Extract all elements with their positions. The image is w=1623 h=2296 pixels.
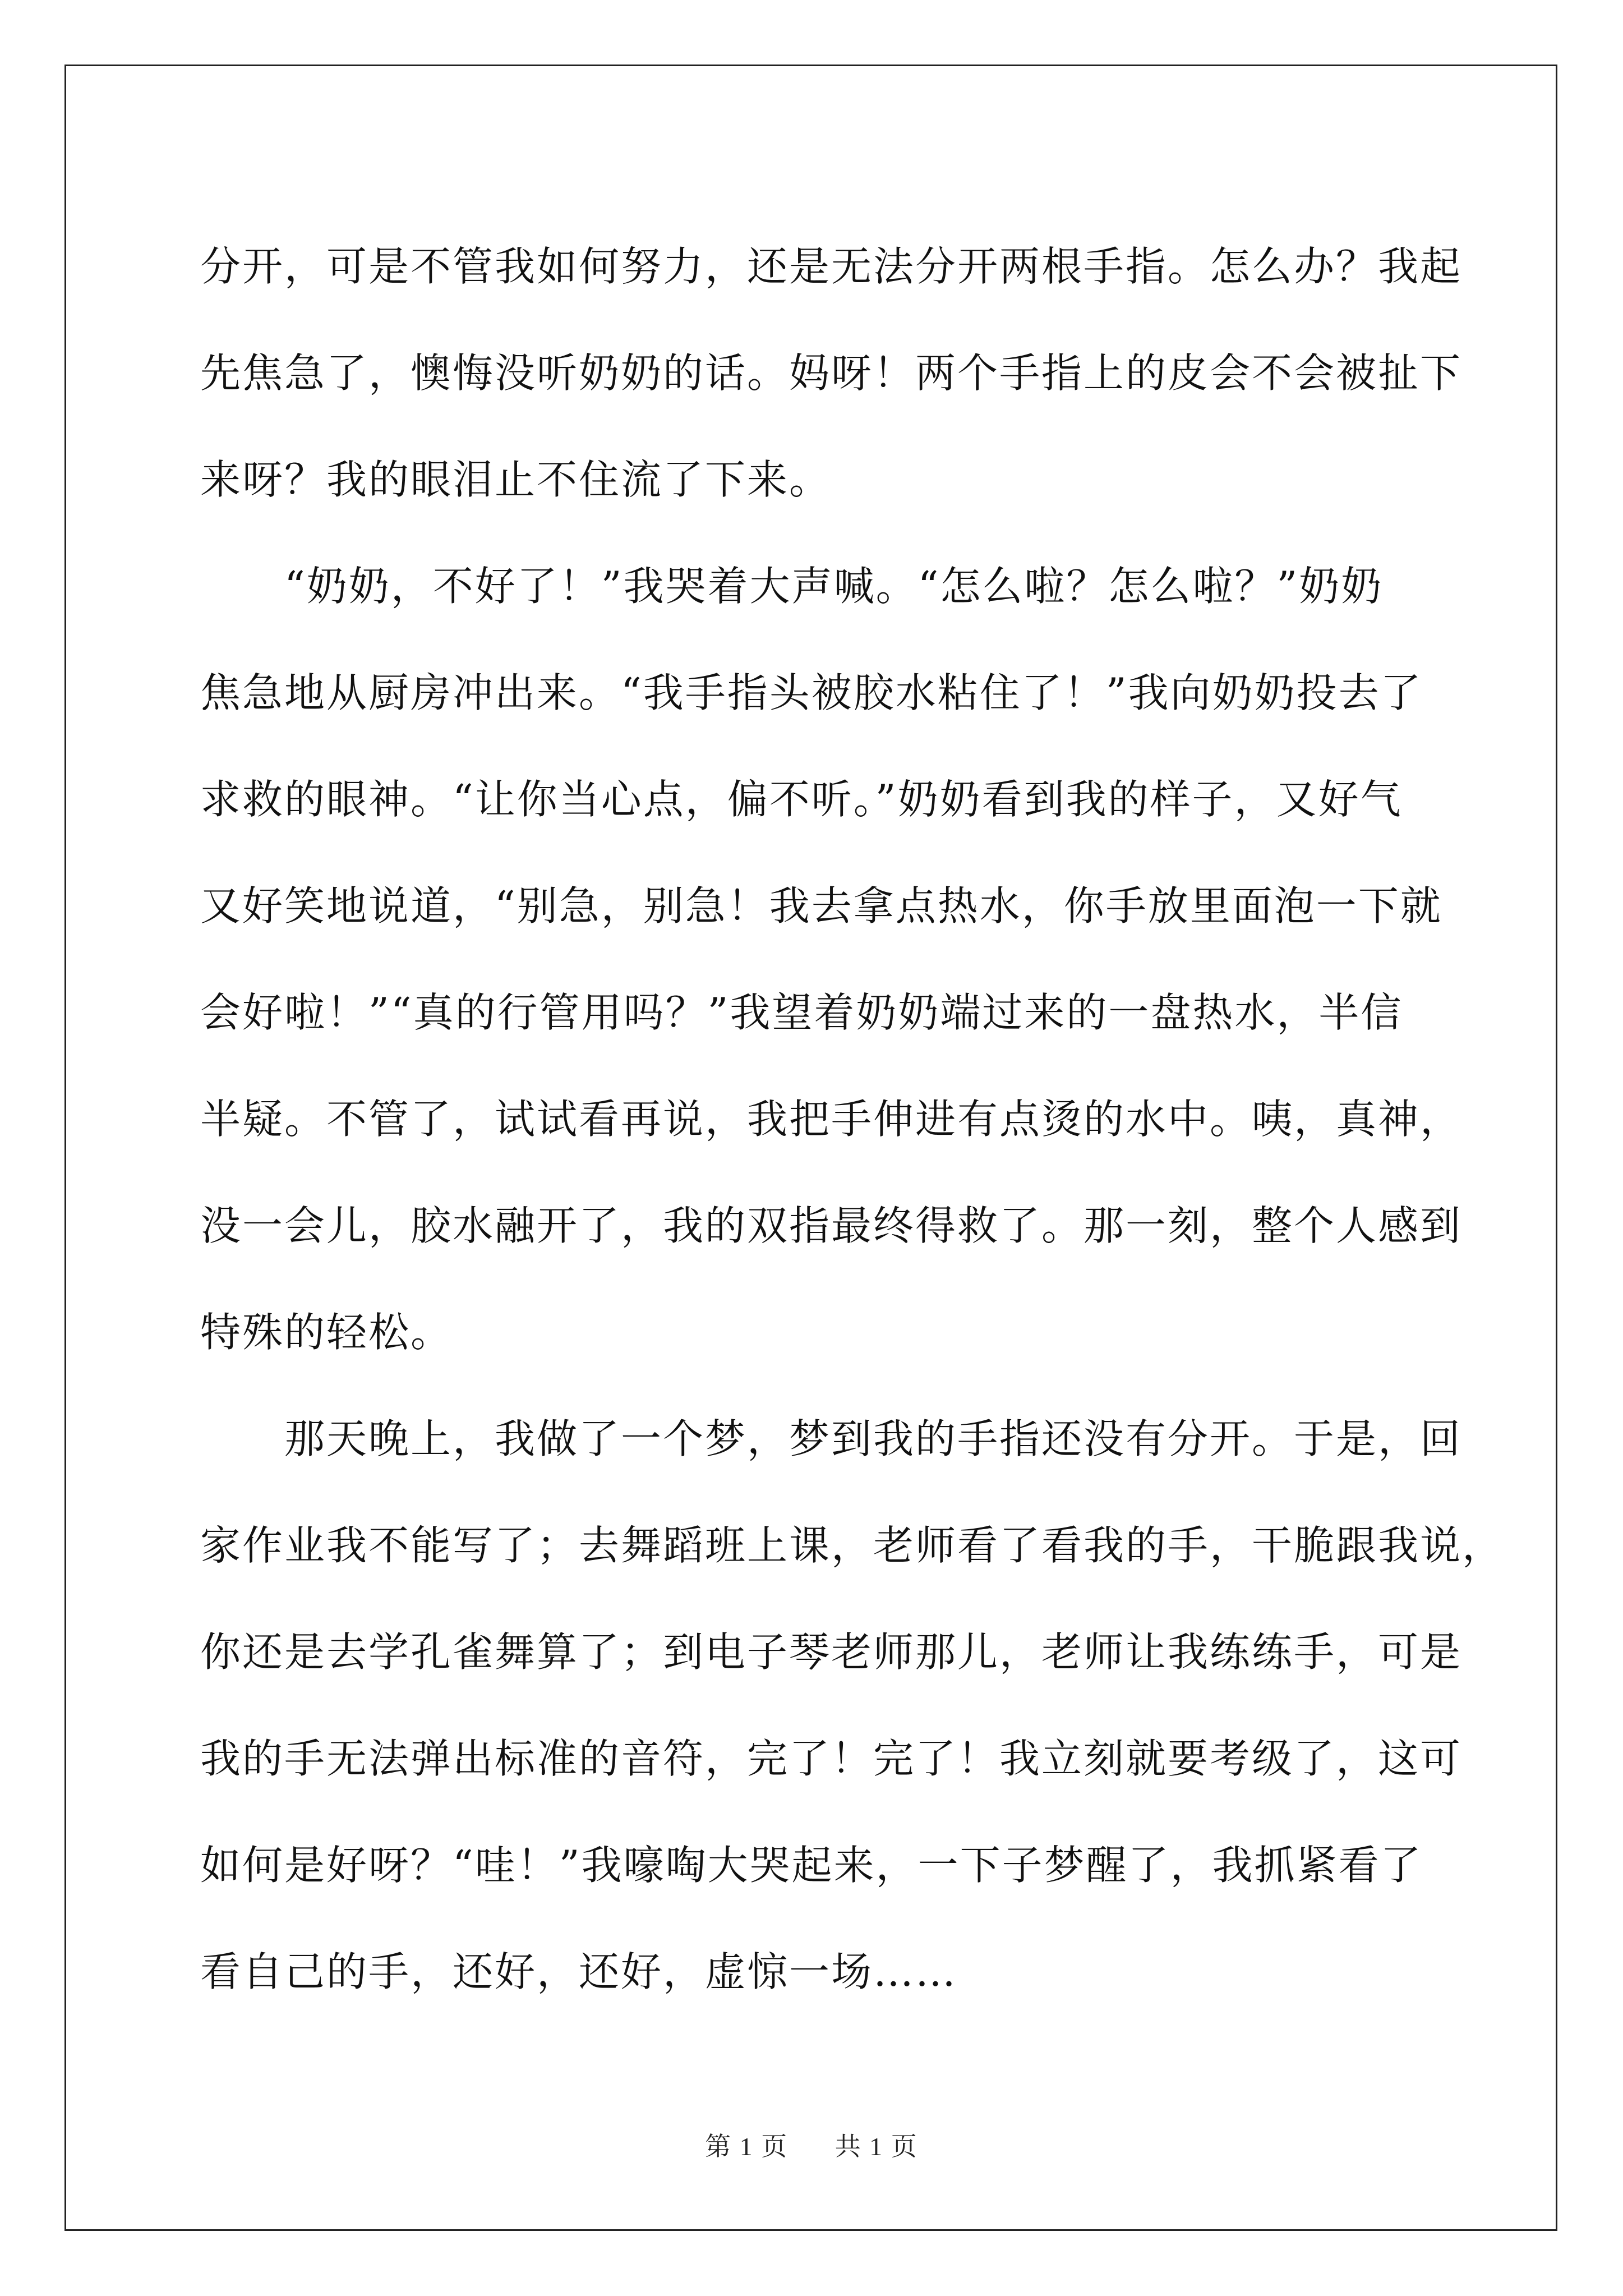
text-line: 特殊的轻松。 [200,1309,453,1356]
text-line: 半疑。不管了，试试看再说，我把手伸进有点烫的水中。咦，真神， [200,1096,1463,1143]
text-line: 分开，可是不管我如何努力，还是无法分开两根手指。怎么办？我起 [200,243,1463,290]
text-line: 求救的眼神。“让你当心点，偏不听。”奶奶看到我的样子，又好气 [200,776,1403,823]
text-line: 看自己的手，还好，还好，虚惊一场…… [200,1948,958,1995]
text-line: “奶奶，不好了！”我哭着大声喊。“怎么啦？怎么啦？”奶奶 [284,563,1384,610]
page-number-total: 共 1 页 [834,2132,918,2161]
page-footer [0,2126,1623,2163]
text-line: 如何是好呀？“哇！”我嚎啕大哭起来，一下子梦醒了，我抓紧看了 [200,1842,1423,1889]
paragraph-2 [200,533,1463,1386]
text-line: 那天晚上，我做了一个梦，梦到我的手指还没有分开。于是，回 [284,1415,1463,1462]
paragraph-3 [200,1386,1505,2025]
text-line: 又好笑地说道，“别急，别急！我去拿点热水，你手放里面泡一下就 [200,882,1442,930]
text-line: 焦急地从厨房冲出来。“我手指头被胶水粘住了！”我向奶奶投去了 [200,669,1423,716]
text-line: 你还是去学孔雀舞算了；到电子琴老师那儿，老师让我练练手，可是 [200,1628,1463,1676]
text-line: 会好啦！”“真的行管用吗？”我望着奶奶端过来的一盘热水，半信 [200,989,1403,1036]
paragraph-1 [200,213,1463,533]
text-line: 先焦急了，懊悔没听奶奶的话。妈呀！两个手指上的皮会不会被扯下 [200,349,1463,397]
text-line: 来呀？我的眼泪止不住流了下来。 [200,456,832,503]
text-line: 我的手无法弹出标准的音符，完了！完了！我立刻就要考级了，这可 [200,1735,1463,1782]
document-body [200,213,1505,2025]
page-number-current: 第 1 页 [705,2132,789,2161]
text-line: 没一会儿，胶水融开了，我的双指最终得救了。那一刻，整个人感到 [200,1202,1463,1249]
text-line: 家作业我不能写了；去舞蹈班上课，老师看了看我的手，干脆跟我说， [200,1522,1505,1569]
